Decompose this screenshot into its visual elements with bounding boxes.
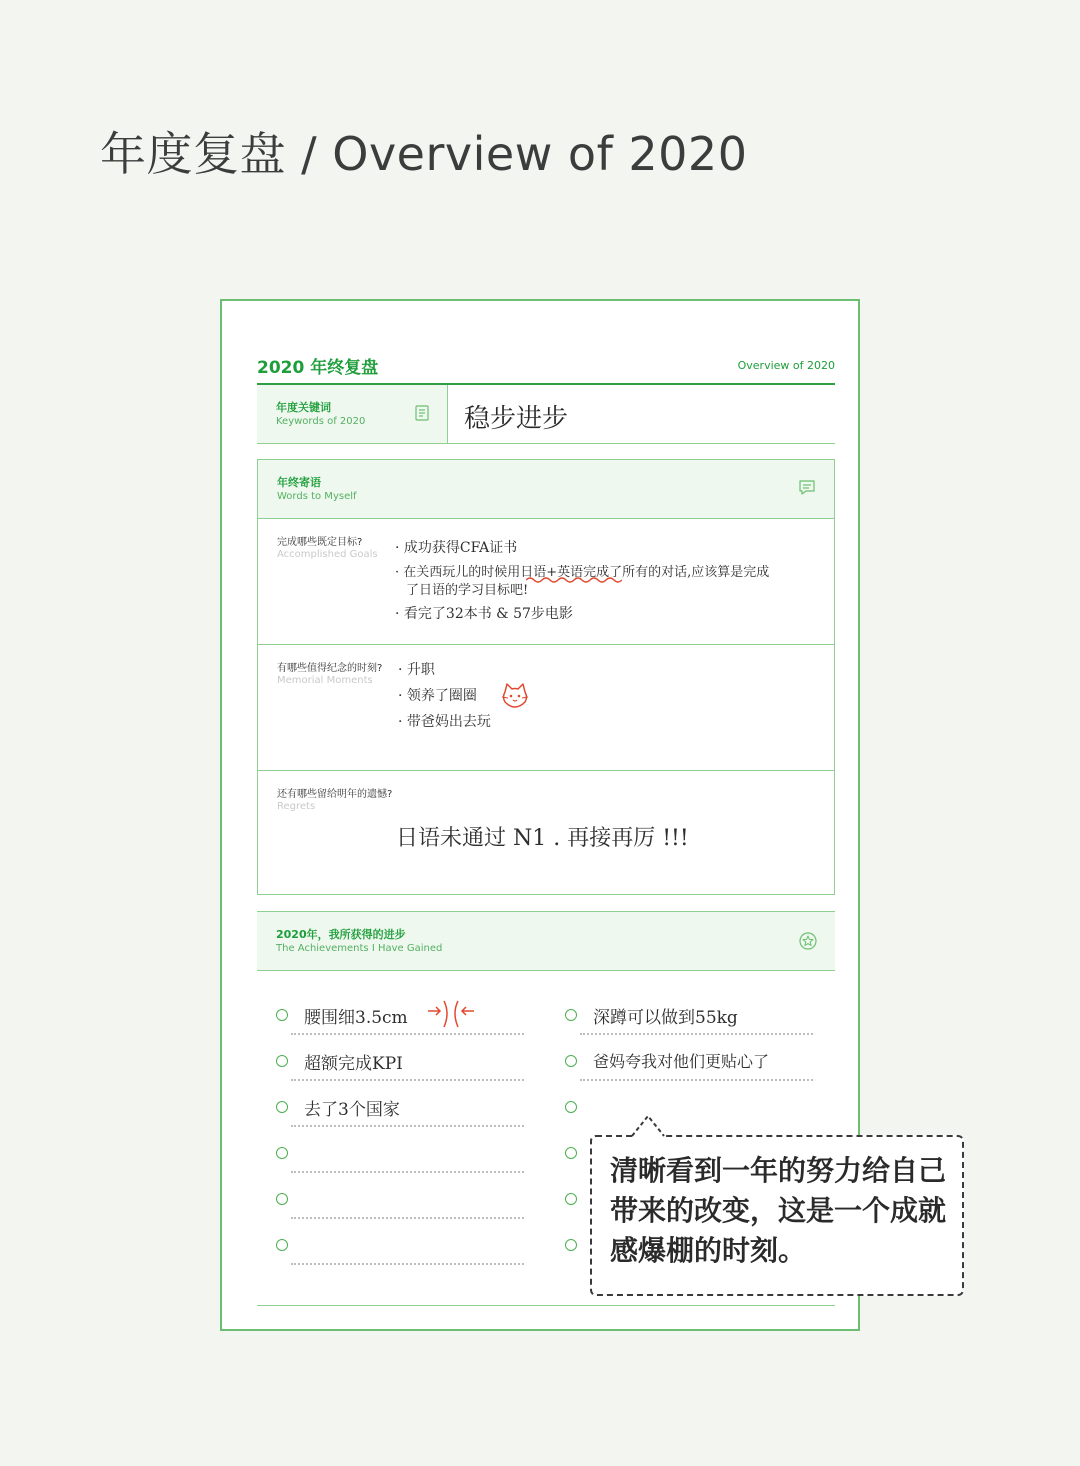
goal-answer-continued[interactable]: 了日语的学习目标吧! <box>406 583 529 598</box>
keywords-row <box>257 385 835 444</box>
checkbox-circle[interactable] <box>565 1101 577 1113</box>
moments-section <box>258 645 834 771</box>
achievement-text[interactable]: 爸妈夸我对他们更贴心了 <box>593 1052 770 1071</box>
checkbox-circle[interactable] <box>276 1147 288 1159</box>
checkbox-circle[interactable] <box>276 1055 288 1067</box>
achievement-text[interactable]: 腰围细3.5cm <box>304 1008 408 1028</box>
dotted-rule <box>291 1033 524 1035</box>
sheet-title: 2020 年终复盘 <box>257 358 379 378</box>
achievements-header <box>257 911 835 971</box>
cat-icon <box>500 682 530 708</box>
keywords-label <box>257 385 448 443</box>
page-title: 年度复盘 / Overview of 2020 <box>100 127 748 181</box>
achievement-item[interactable] <box>276 1091 524 1131</box>
words-header <box>258 460 834 519</box>
moment-answer[interactable]: · 带爸妈出去玩 <box>398 714 491 730</box>
achievement-item[interactable] <box>276 1137 524 1177</box>
achievements-label-cn: 2020年，我所获得的进步 <box>276 928 406 941</box>
checkbox-circle[interactable] <box>565 1009 577 1021</box>
checkbox-circle[interactable] <box>276 1239 288 1251</box>
callout-text: 清晰看到一年的努力给自己带来的改变，这是一个成就感爆棚的时刻。 <box>610 1154 947 1267</box>
achievement-text[interactable]: 超额完成KPI <box>304 1054 403 1074</box>
achievement-text[interactable]: 深蹲可以做到55kg <box>593 1008 738 1028</box>
goal-answer[interactable]: · 在关西玩儿的时候用日语+英语完成了所有的对话,应该算是完成 <box>395 565 770 580</box>
sheet-subtitle: Overview of 2020 <box>737 359 835 372</box>
regrets-question: 还有哪些留给明年的遗憾? <box>277 789 393 800</box>
goals-question: 完成哪些既定目标? <box>277 537 363 548</box>
goal-answer[interactable]: · 看完了32本书 & 57步电影 <box>395 606 573 622</box>
checkbox-circle[interactable] <box>565 1193 577 1205</box>
dotted-rule <box>291 1263 524 1265</box>
regrets-question-en: Regrets <box>277 801 316 812</box>
goal-answer[interactable]: · 成功获得CFA证书 <box>395 540 518 556</box>
achievement-text[interactable]: 去了3个国家 <box>304 1100 400 1120</box>
regrets-section <box>258 771 834 894</box>
dotted-rule <box>291 1079 524 1081</box>
words-label-cn: 年终寄语 <box>277 476 321 489</box>
wavy-underline <box>526 576 622 584</box>
keywords-label-en: Keywords of 2020 <box>276 416 366 427</box>
sheet-bottom-rule <box>257 1305 835 1306</box>
achievements-label-en: The Achievements I Have Gained <box>276 943 443 954</box>
dotted-rule <box>291 1171 524 1173</box>
notebook-icon <box>415 405 429 421</box>
moment-answer[interactable]: · 升职 <box>398 662 435 678</box>
moment-answer[interactable]: · 领养了圈圈 <box>398 688 477 704</box>
checkbox-circle[interactable] <box>276 1193 288 1205</box>
dotted-rule <box>580 1079 813 1081</box>
checkbox-circle[interactable] <box>565 1055 577 1067</box>
achievement-item[interactable] <box>276 999 524 1039</box>
words-to-myself-box <box>257 459 835 895</box>
star-badge-icon <box>799 932 817 950</box>
achievement-item[interactable] <box>276 1229 524 1269</box>
waist-doodle <box>424 999 478 1029</box>
achievement-item[interactable] <box>276 1183 524 1223</box>
goals-section <box>258 519 834 645</box>
chat-bubble-icon <box>798 480 816 496</box>
dotted-rule <box>291 1125 524 1127</box>
dotted-rule <box>291 1217 524 1219</box>
checkbox-circle[interactable] <box>565 1239 577 1251</box>
keywords-label-cn: 年度关键词 <box>276 401 331 414</box>
moments-question-en: Memorial Moments <box>277 675 373 686</box>
checkbox-circle[interactable] <box>565 1147 577 1159</box>
words-label-en: Words to Myself <box>277 491 357 502</box>
keywords-value[interactable]: 稳步进步 <box>464 404 569 434</box>
sheet-header <box>257 353 835 385</box>
callout-bubble <box>590 1135 964 1296</box>
achievement-item[interactable] <box>276 1045 524 1085</box>
achievement-item[interactable] <box>565 999 813 1039</box>
regret-answer[interactable]: 日语未通过 N1 . 再接再厉 !!! <box>396 826 689 851</box>
achievement-item[interactable] <box>565 1091 813 1131</box>
dotted-rule <box>580 1033 813 1035</box>
checkbox-circle[interactable] <box>276 1009 288 1021</box>
checkbox-circle[interactable] <box>276 1101 288 1113</box>
callout-pointer <box>630 1114 666 1138</box>
moments-question: 有哪些值得纪念的时刻? <box>277 663 383 674</box>
goals-question-en: Accomplished Goals <box>277 549 378 560</box>
achievement-item[interactable] <box>565 1045 813 1085</box>
